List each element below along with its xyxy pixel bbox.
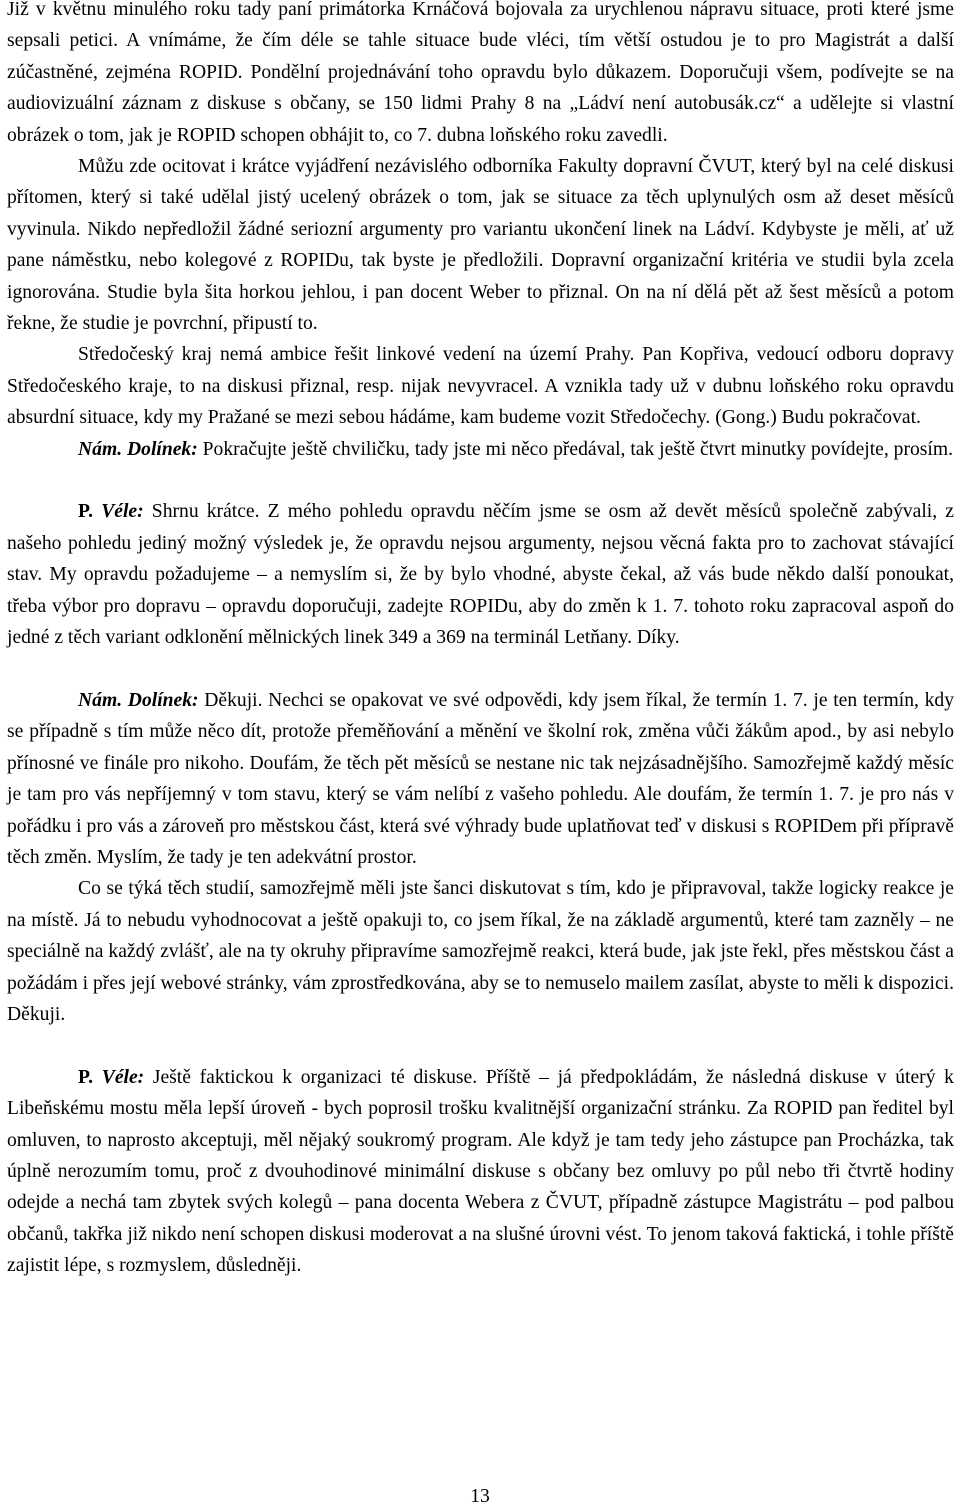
paragraph-3 [7, 339, 954, 433]
paragraph-8 [7, 1062, 954, 1282]
speaker-name: Véle: [101, 501, 144, 523]
paragraph-1-text: Již v květnu minulého roku tady paní primátorka Krnáčová bojovala za urychlenou nápravu situace, proti které jsme sepsali petici. A vnímáme, že čím déle se tahle situace bude vléci, tím větší ostudou je to pro Magistrát a další zúčastněné, zejména ROPID. Pondělní projednávání toho opravdu bylo důkazem. Doporučuji všem, podívejte se na audiovizuální záznam z diskuse s občany, se 150 lidmi Prahy 8 na „Ládví není autobusák.cz“ a udělejte si vlastní obrázek o tom, jak je ROPID schopen obhájit to, co 7. dubna loňského roku zavedli. [7, 0, 954, 146]
paragraph-8-text: Ještě faktickou k organizaci té diskuse. Příště – já předpokládám, že následná diskuse v úterý k Libeňskému mostu měla lepší úroveň - bych poprosil trošku kvalitnější organizační stránku. Za ROPID pan ředitel byl omluven, to naprosto akceptuji, měl nějaký soukromý program. Ale když je tam tedy jeho zástupce pan Procházka, tak úplně nerozumím tomu, proč z dvouhodinové minimální diskuse s občany bez omluvy po půl nebo tři čtvrtě hodiny odejde a nechá tam zbytek svých kolegů – pana docenta Webera z ČVUT, případně zástupce Magistrátu – pod palbou občanů, takřka již nikdo není schopen diskusi moderovat a na slušné úrovni vést. To jenom taková faktická, i tohle příště zajistit lépe, s rozmyslem, důsledněji. [7, 1066, 954, 1277]
paragraph-gap [7, 1030, 954, 1061]
paragraph-gap [7, 465, 954, 496]
speaker-name: Dolínek: [127, 438, 198, 460]
paragraph-2-text: Můžu zde ocitovat i krátce vyjádření nezávislého odborníka Fakulty dopravní ČVUT, který byl na celé diskusi přítomen, který si také udělal jistý ucelený obrázek o tom, jak se situace za těch uplynulých osm až deset měsíců vyvinula. Nikdo nepředložil žádné seriozní argumenty pro variantu ukončení linek na Ládví. Kdybyste je měli, ať už pane náměstku, nebo kolegové z ROPIDu, tak byste je předložili. Dopravní organizační kritéria ve studii byla zcela ignorována. Studie byla šita horkou jehlou, i pan docent Weber to přiznal. On na ní dělá pět až šest měsíců a potom řekne, že studie je povrchní, připustí to. [7, 156, 954, 335]
paragraph-2 [7, 151, 954, 339]
paragraph-1 [7, 0, 954, 151]
paragraph-5-text: Shrnu krátce. Z mého pohledu opravdu něčím jsme se osm až devět měsíců společně zabývali, z našeho pohledu jediný možný výsledek je, že opravdu nejsou argumenty, nejsou věcná fakta pro to zachovat stávající stav. My opravdu požadujeme – a nemyslím si, že by bylo vhodné, abyste čekal, až vás bude někdo další ponoukat, třeba výbor pro dopravu – opravdu doporučuji, zadejte ROPIDu, aby do změn k 1. 7. tohoto roku zapracoval aspoň do jedné z těch variant odklonění mělnických linek 349 a 369 na terminál Letňany. Díky. [7, 501, 954, 649]
paragraph-4 [7, 434, 954, 465]
speaker-title: Nám. [78, 689, 123, 711]
paragraph-4-text: Pokračujte ještě chviličku, tady jste mi něco předával, tak ještě čtvrt minutky povídejte, prosím. [202, 438, 954, 460]
speaker-name: Véle: [101, 1066, 145, 1088]
speaker-title: P. [78, 1066, 94, 1088]
paragraph-6 [7, 685, 954, 873]
paragraph-6-text: Děkuji. Nechci se opakovat ve své odpovědi, kdy jsem říkal, že termín 1. 7. je ten termín, kdy se případně s tím může něco dít, protože přeměňování a měnění ve školní rok, změna vůči žákům apod., by asi nebylo přínosné ve finále pro nikoho. Doufám, že těch pět měsíců se nestane nic tak nejzásadnějšího. Samozřejmě každý měsíc je tam pro vás nepříjemný v tom stavu, který se vám nelíbí z vašeho pohledu. Ale doufám, že termín 1. 7. je pro nás v pořádku i pro vás a zároveň pro městskou část, která své výhrady bude uplatňovat teď v diskusi s ROPIDem při přípravě těch změn. Myslím, že tady je ten adekvátní prostor. [7, 689, 954, 868]
document-body [7, 0, 954, 1282]
paragraph-3-text: Středočeský kraj nemá ambice řešit linkové vedení na území Prahy. Pan Kopřiva, vedoucí odboru dopravy Středočeského kraje, to na diskusi přiznal, resp. nijak nevyvracel. A vznikla tady už v dubnu loňského roku opravdu absurdní situace, kdy my Pražané se mezi sebou hádáme, kam budeme vozit Středočechy. (Gong.) Budu pokračovat. [7, 344, 954, 429]
paragraph-gap [7, 654, 954, 685]
speaker-title: P. [78, 501, 94, 523]
paragraph-5 [7, 496, 954, 653]
paragraph-7 [7, 873, 954, 1030]
page-number: 13 [470, 1486, 490, 1507]
speaker-name: Dolínek: [127, 689, 199, 711]
paragraph-7-text: Co se týká těch studií, samozřejmě měli jste šanci diskutovat s tím, kdo je připravoval, takže logicky reakce je na místě. Já to nebudu vyhodnocovat a ještě opakuji to, co jsem říkal, že na základě argumentů, které tam zazněly – ne speciálně na každý zvlášť, ale na ty okruhy připravíme samozřejmě reakci, která bude, jak jste řekl, přes městskou část a požádám i přes její webové stránky, vám zprostředkována, aby se to nemuselo mailem zasílat, abyste to měli k dispozici. Děkuji. [7, 878, 954, 1025]
speaker-title: Nám. [78, 438, 123, 460]
